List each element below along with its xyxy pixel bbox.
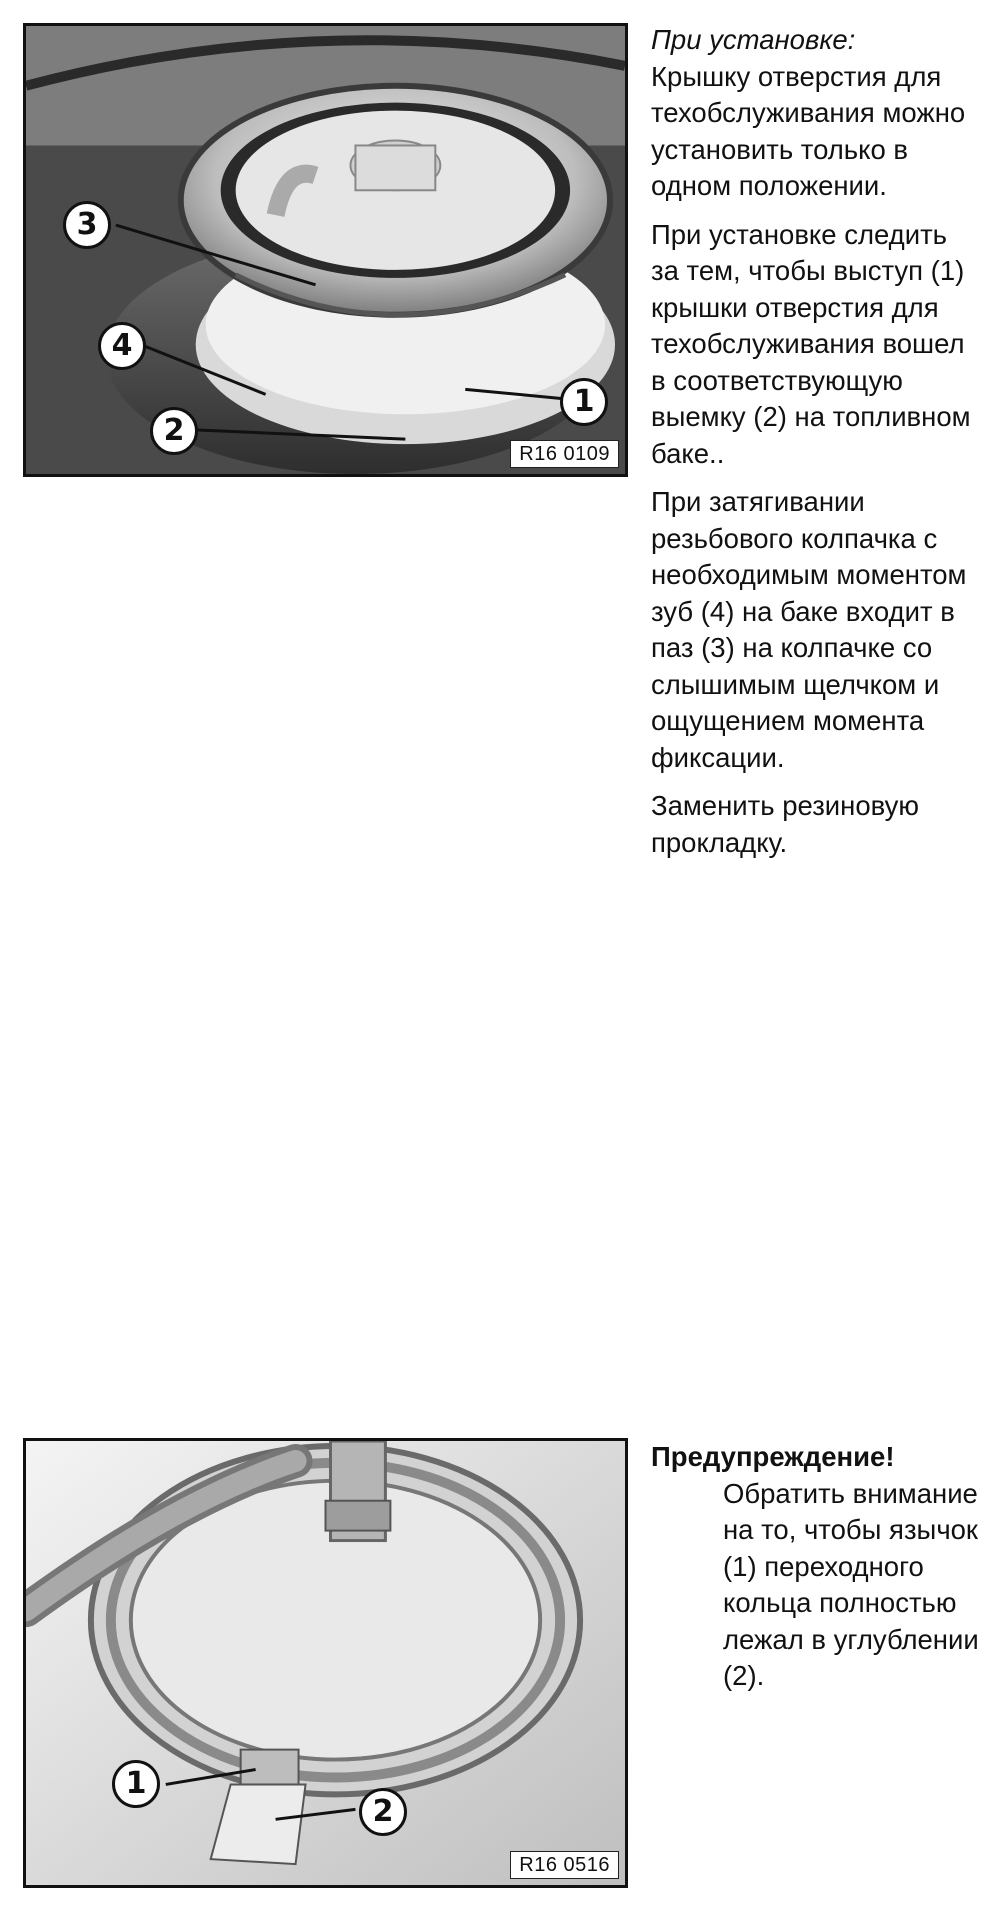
callout-1: 1 xyxy=(560,378,608,426)
warning-text: Обратить внимание на то, чтобы язычок (1) переходного кольца полностью лежал в углублении (2). xyxy=(723,1477,979,1691)
callout-2: 2 xyxy=(359,1788,407,1836)
figure-fuel-pump-cover xyxy=(23,23,628,477)
warning-section xyxy=(651,1439,981,1695)
warning-title: Предупреждение! xyxy=(651,1441,895,1472)
adapter-ring-illustration xyxy=(26,1441,625,1885)
paragraph-4: Заменить резиновую прокладку. xyxy=(651,790,920,858)
instructions-install xyxy=(651,22,981,873)
callout-3: 3 xyxy=(63,201,111,249)
paragraph-1 xyxy=(651,22,981,205)
paragraph-1-text: Крышку отверстия для техобслуживания можно установить только в одном положении. xyxy=(651,60,966,201)
callout-1: 1 xyxy=(112,1760,160,1808)
paragraph-2: При установке следить за тем, чтобы выступ (1) крышки отверстия для техобслуживания вошел в соответствующую выемку (2) на топливном баке.. xyxy=(651,218,971,469)
figure-adapter-ring xyxy=(23,1438,628,1888)
cover-photo-illustration xyxy=(26,26,625,474)
install-heading: При установке: xyxy=(651,24,856,55)
figure-ref-label: R16 0109 xyxy=(510,440,619,468)
callout-2: 2 xyxy=(150,407,198,455)
figure-ref-label: R16 0516 xyxy=(510,1851,619,1879)
paragraph-3: При затягивании резьбового колпачка с необходимым моментом зуб (4) на баке входит в паз (3) на колпачке со слышимым щелчком и ощущением момента фиксации. xyxy=(651,486,967,773)
callout-4: 4 xyxy=(98,322,146,370)
